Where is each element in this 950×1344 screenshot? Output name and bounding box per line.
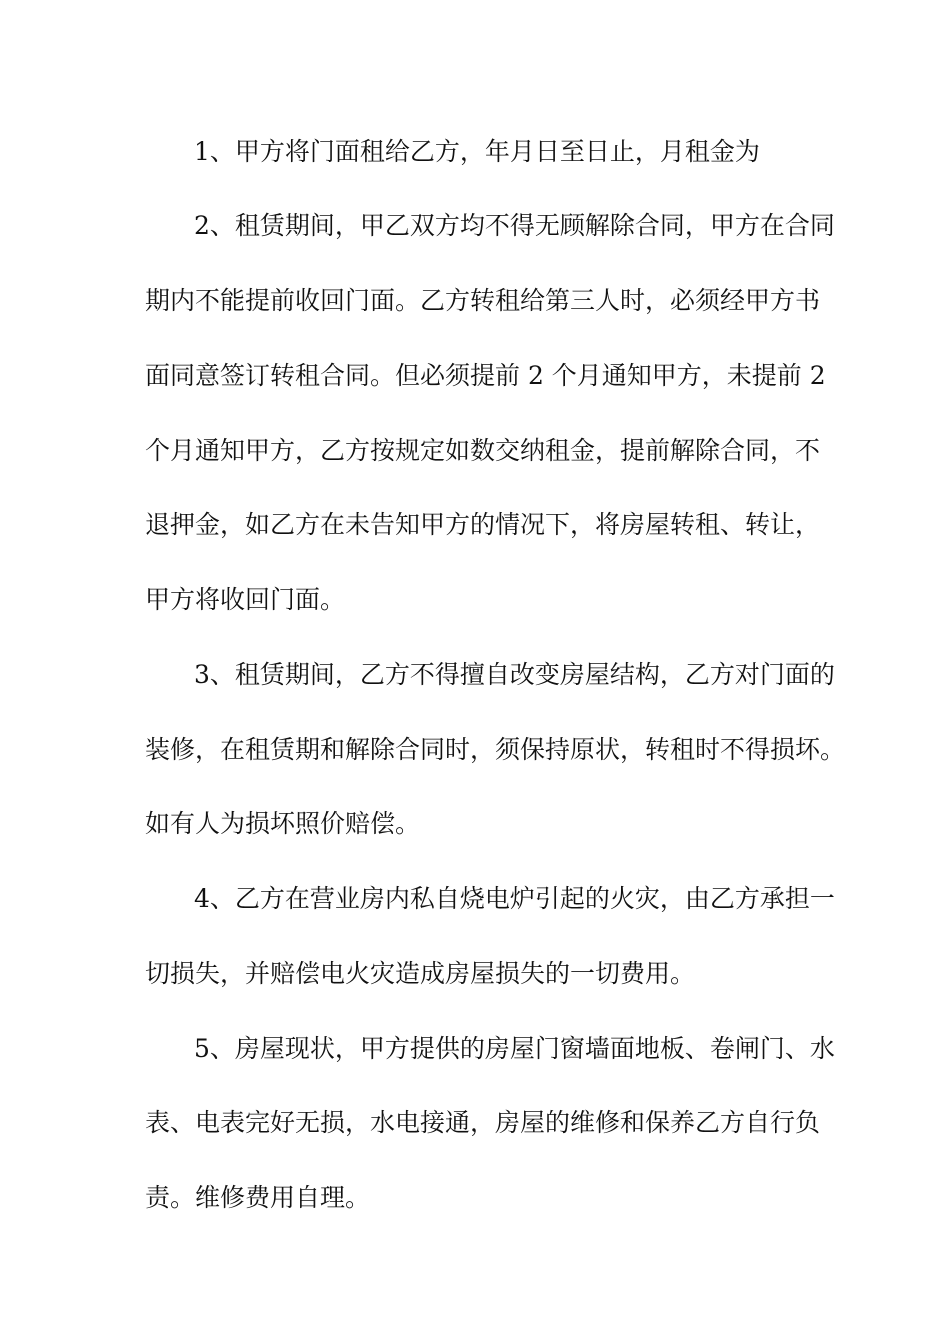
- clause-3-line-2: 装修，在租赁期和解除合同时，须保持原状，转租时不得损坏。: [145, 735, 846, 764]
- clause-1-line-1: 1、甲方将门面租给乙方，年月日至日止，月租金为: [194, 137, 760, 166]
- clause-3-line-3: 如有人为损坏照价赔偿。: [145, 809, 421, 838]
- clause-2-line-3: 面同意签订转租合同。但必须提前 2 个月通知甲方，未提前 2: [145, 361, 826, 390]
- clause-4-line-1: 4、乙方在营业房内私自烧电炉引起的火灾，由乙方承担一: [194, 884, 835, 913]
- clause-5-line-3: 责。维修费用自理。: [145, 1183, 371, 1212]
- clause-5-line-2: 表、电表完好无损，水电接通，房屋的维修和保养乙方自行负: [145, 1108, 821, 1137]
- clause-4-line-2: 切损失，并赔偿电火灾造成房屋损失的一切费用。: [145, 959, 696, 988]
- clause-2-line-6: 甲方将收回门面。: [145, 585, 346, 614]
- clause-5-line-1: 5、房屋现状，甲方提供的房屋门窗墙面地板、卷闸门、水: [194, 1034, 835, 1063]
- clause-3-line-1: 3、租赁期间，乙方不得擅自改变房屋结构，乙方对门面的: [194, 660, 835, 689]
- clause-2-line-5: 退押金，如乙方在未告知甲方的情况下，将房屋转租、转让，: [145, 510, 821, 539]
- clause-2-line-2: 期内不能提前收回门面。乙方转租给第三人时，必须经甲方书: [145, 286, 821, 315]
- clause-2-line-4: 个月通知甲方，乙方按规定如数交纳租金，提前解除合同，不: [145, 436, 821, 465]
- clause-2-line-1: 2、租赁期间，甲乙双方均不得无顾解除合同，甲方在合同: [194, 211, 835, 240]
